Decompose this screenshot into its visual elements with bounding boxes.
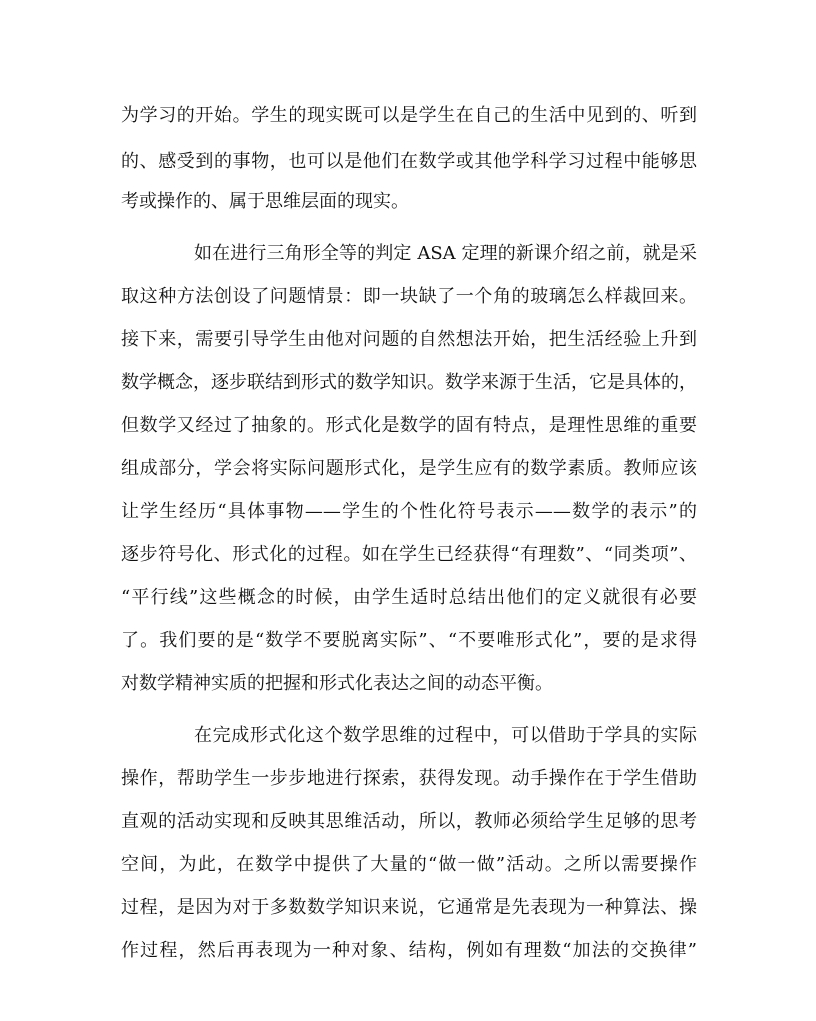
text-line: 数学概念，逐步联结到形式的数学知识。数学来源于生活，它是具体的，	[121, 372, 697, 393]
text-line: 操作，帮助学生一步步地进行探索，获得发现。动手操作在于学生借助	[121, 768, 697, 789]
text-line: 如在进行三角形全等的判定 ASA 定理的新课介绍之前，就是采	[194, 243, 697, 264]
text-line: 对数学精神实质的把握和形式化表达之间的动态平衡。	[121, 673, 553, 694]
text-line: 直观的活动实现和反映其思维活动，所以，教师必须给学生足够的思考	[121, 811, 697, 832]
text-line: 过程，是因为对于多数数学知识来说，它通常是先表现为一种算法、操	[121, 897, 697, 918]
text-line: 让学生经历“具体事物——学生的个性化符号表示——数学的表示”的	[121, 501, 697, 522]
text-line: 空间，为此，在数学中提供了大量的“做一做”活动。之所以需要操作	[121, 854, 697, 875]
text-line: 了。我们要的是“数学不要脱离实际”、“不要唯形式化”，要的是求得	[121, 630, 697, 651]
text-line: 取这种方法创设了问题情景：即一块缺了一个角的玻璃怎么样裁回来。	[121, 286, 697, 307]
text-line: 逐步符号化、形式化的过程。如在学生已经获得“有理数”、“同类项”、	[121, 544, 697, 565]
text-line: 的、感受到的事物，也可以是他们在数学或其他学科学习过程中能够思	[121, 151, 697, 172]
text-line: 作过程，然后再表现为一种对象、结构，例如有理数“加法的交换律”	[121, 940, 697, 961]
text-line: 考或操作的、属于思维层面的现实。	[121, 191, 409, 212]
text-line: “平行线”这些概念的时候，由学生适时总结出他们的定义就很有必要	[121, 587, 697, 608]
text-line: 组成部分，学会将实际问题形式化，是学生应有的数学素质。教师应该	[121, 458, 697, 479]
text-line: 但数学又经过了抽象的。形式化是数学的固有特点，是理性思维的重要	[121, 415, 697, 436]
text-line: 为学习的开始。学生的现实既可以是学生在自己的生活中见到的、听到	[121, 105, 697, 126]
text-line: 接下来，需要引导学生由他对问题的自然想法开始，把生活经验上升到	[121, 329, 697, 350]
text-line: 在完成形式化这个数学思维的过程中，可以借助于学具的实际	[194, 725, 697, 746]
